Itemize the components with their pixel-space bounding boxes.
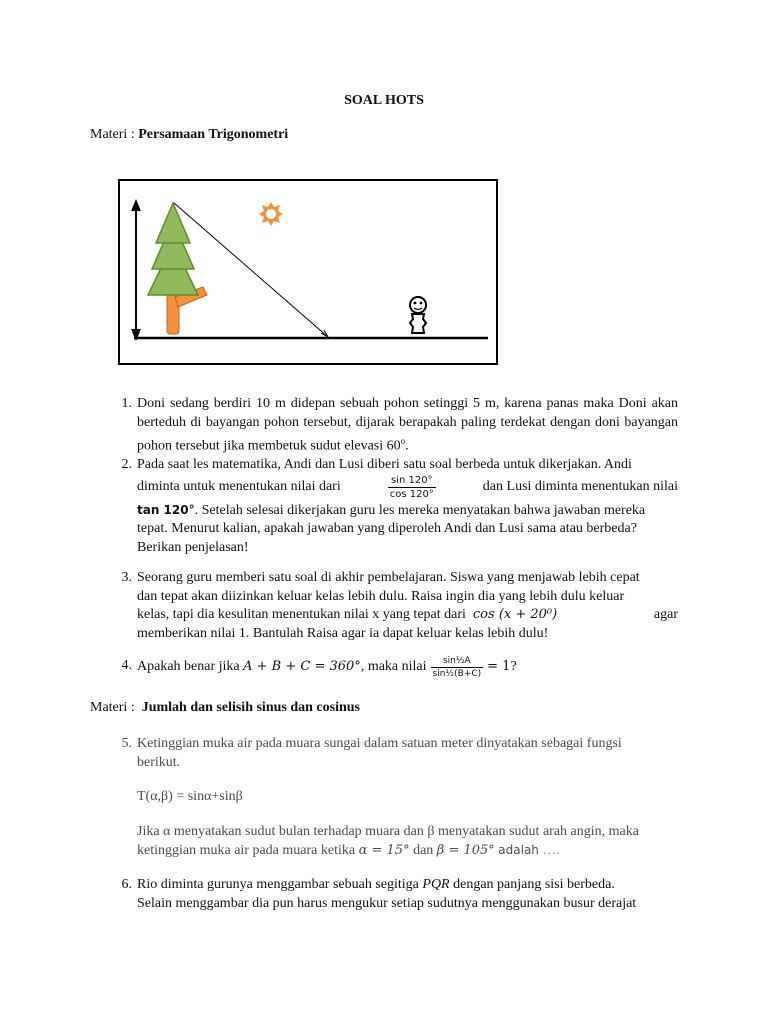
section-topic: Persamaan Trigonometri — [138, 127, 289, 142]
text-segment: Apakah benar jika — [137, 658, 240, 674]
question-number: 4. — [121, 658, 132, 673]
text-line: memberikan nilai 1. Bantulah Raisa agar ia dapat keluar kelas lebih dulu! — [137, 625, 549, 641]
text-line: Ketinggian muka air pada muara sungai dalam satuan meter dinyatakan sebagai fungsi — [137, 736, 622, 751]
question-number: 1. — [121, 396, 132, 411]
text-line: Selain menggambar dia pun harus mengukur setiap sudutnya menggunakan busur derajat — [137, 895, 637, 911]
question-number: 5. — [121, 736, 132, 751]
question-3 — [110, 569, 680, 645]
triangle-name: PQR — [422, 877, 450, 892]
question-number: 3. — [121, 570, 132, 585]
section-topic: Jumlah dan selisih sinus dan cosinus — [141, 700, 360, 715]
section-heading-trigonometri — [90, 127, 288, 143]
text-segment: ketinggian muka air pada muara ketika — [137, 843, 356, 859]
question-6 — [110, 876, 680, 916]
text-segment: , maka nilai — [360, 658, 427, 674]
arrow-up-icon — [131, 199, 141, 211]
text-line — [137, 475, 678, 501]
tan-expression: tan 120° — [137, 502, 195, 517]
fraction-denominator: sin½(B+C) — [432, 668, 482, 679]
text-line: Pada saat les matematika, Andi dan Lusi diberi satu soal berbeda untuk dikerjakan. Andi — [137, 457, 632, 472]
question-text — [137, 647, 678, 687]
text-line: Doni sedang berdiri 10 m didepan sebuah pohon setinggi 5 m, karena panas maka Doni — [137, 396, 647, 411]
question-number: 2. — [121, 457, 132, 472]
fraction-denominator: cos 120° — [389, 489, 434, 501]
question-5 — [110, 735, 680, 863]
text-line: berikut. — [137, 754, 181, 770]
text-line: Jika α menyatakan sudut bulan terhadap muara dan β menyatakan sudut arah angin, maka — [137, 823, 639, 839]
question-4 — [110, 647, 680, 689]
question-2 — [110, 456, 680, 568]
beta-value: β = 105° — [436, 843, 495, 859]
equals-one: = 1 — [487, 658, 511, 674]
text-line: tepat. Menurut kalian, apakah jawaban yang diperoleh Andi dan Lusi sama atau berbeda? — [137, 521, 637, 537]
fraction-sin-cos — [388, 474, 436, 501]
question-text — [137, 569, 678, 643]
page-title: SOAL HOTS — [344, 93, 424, 108]
text-line: Seorang guru memberi satu soal di akhir pembelajaran. Siswa yang menjawab lebih cepat — [137, 570, 640, 585]
text-segment: agar — [653, 607, 678, 623]
angle-sum-equation: A + B + C = 360° — [243, 658, 361, 674]
question-1 — [110, 395, 680, 453]
text-line: Berikan penjelasan! — [137, 539, 249, 555]
text-segment: kelas, tapi dia kesulitan menentukan nilai x yang tepat dari — [137, 607, 466, 623]
text-segment: Rio diminta gurunya menggambar sebuah segitiga — [137, 877, 419, 892]
question-text — [137, 456, 678, 557]
person-icon — [410, 297, 426, 333]
tree-shadow-figure — [118, 179, 498, 365]
section-heading-sum-difference — [90, 700, 360, 716]
fraction-half-angle — [431, 655, 484, 680]
sun-icon — [259, 202, 283, 226]
text-line: akan berteduh di bayangan pohon tersebut, dijarak berapakah paling terdekat dengan doni — [137, 396, 678, 430]
cos-expression: cos (x + 20⁰) — [472, 607, 558, 623]
text-segment: diminta untuk menentukan nilai dari — [137, 479, 341, 495]
fraction-numerator: sin½A — [431, 655, 484, 668]
text-line: . — [405, 438, 409, 454]
text-segment: . Setelah selesai dikerjakan guru les mereka menyatakan bahwa jawaban mereka — [194, 502, 646, 518]
text-segment: ? — [510, 658, 517, 674]
text-segment: adalah — [498, 843, 539, 858]
question-text — [137, 395, 678, 456]
figure-illustration — [120, 181, 496, 363]
text-line — [137, 606, 678, 625]
section-prefix: Materi : — [90, 127, 139, 142]
ellipsis: …. — [542, 843, 560, 859]
alpha-value: α = 15° — [358, 843, 410, 859]
question-number: 6. — [121, 877, 132, 892]
text-line: dan tepat akan diizinkan keluar kelas lebih dulu. Raisa ingin dia yang lebih dulu keluar — [137, 588, 625, 604]
text-segment: dengan panjang sisi berbeda. — [453, 877, 615, 892]
question-text — [137, 735, 678, 861]
question-text — [137, 876, 678, 913]
text-segment: dan — [413, 843, 434, 859]
function-formula: T(α,β) = sinα+sinβ — [137, 789, 243, 805]
text-line — [137, 876, 678, 895]
text-segment: dan Lusi diminta menentukan nilai — [482, 479, 678, 495]
degree-sup: o — [400, 436, 406, 447]
text-line — [137, 501, 678, 521]
text-line: bayangan pohon tersebut jika membetuk sudut elevasi 60 — [137, 414, 679, 454]
fraction-numerator: sin 120° — [388, 474, 436, 488]
text-line — [137, 841, 678, 861]
shadow-line — [174, 203, 328, 337]
tree-layer-top — [156, 203, 190, 243]
section-prefix: Materi : — [90, 700, 139, 715]
